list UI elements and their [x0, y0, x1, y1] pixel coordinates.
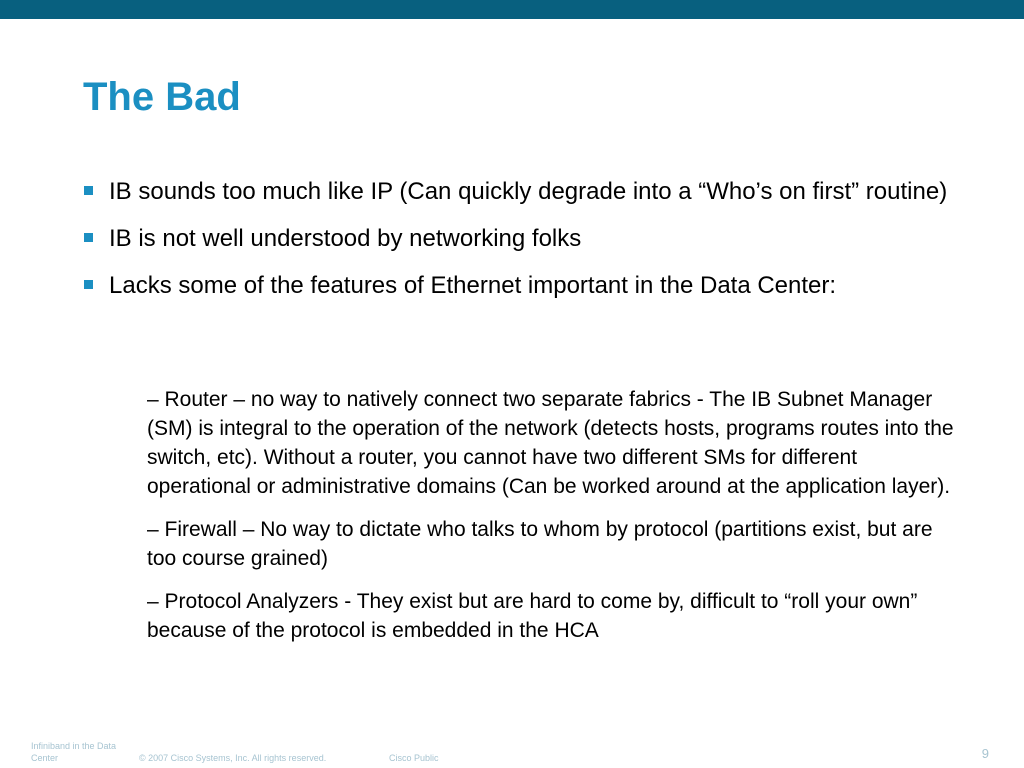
sub-bullet-list: [147, 385, 962, 659]
square-bullet-icon: [84, 186, 93, 195]
bullet-text: IB sounds too much like IP (Can quickly degrade into a “Who’s on first” routine): [109, 178, 948, 205]
square-bullet-icon: [84, 233, 93, 242]
footer-copyright: © 2007 Cisco Systems, Inc. All rights reserved.: [139, 753, 327, 763]
page-number: 9: [981, 746, 989, 761]
bullet-item: [84, 176, 964, 207]
sub-item-router: – Router – no way to natively connect two separate fabrics - The IB Subnet Manager (SM) is integral to the operation of the network (detects hosts, programs routes into the switch, etc). Without a router, you cannot have two different SMs for different operational or administrative domains (Can be worked around at the application layer).: [147, 388, 954, 498]
footer-deck-title: Infiniband in the Data Center: [31, 741, 117, 763]
sub-item-firewall: – Firewall – No way to dictate who talks to whom by protocol (partitions exist, but are too course grained): [147, 518, 933, 570]
bullet-item: [84, 223, 964, 254]
bullet-text: Lacks some of the features of Ethernet important in the Data Center:: [109, 272, 837, 299]
bullet-list: [84, 176, 964, 317]
slide-title: The Bad: [83, 75, 241, 119]
square-bullet-icon: [84, 280, 93, 289]
sub-item-protocol-analyzers: – Protocol Analyzers - They exist but are hard to come by, difficult to “roll your own” because of the protocol is embedded in the HCA: [147, 590, 918, 642]
footer-classification: Cisco Public: [389, 753, 439, 763]
bullet-text: IB is not well understood by networking folks: [109, 225, 582, 252]
top-bar: [0, 0, 1024, 19]
bullet-item: [84, 270, 964, 301]
